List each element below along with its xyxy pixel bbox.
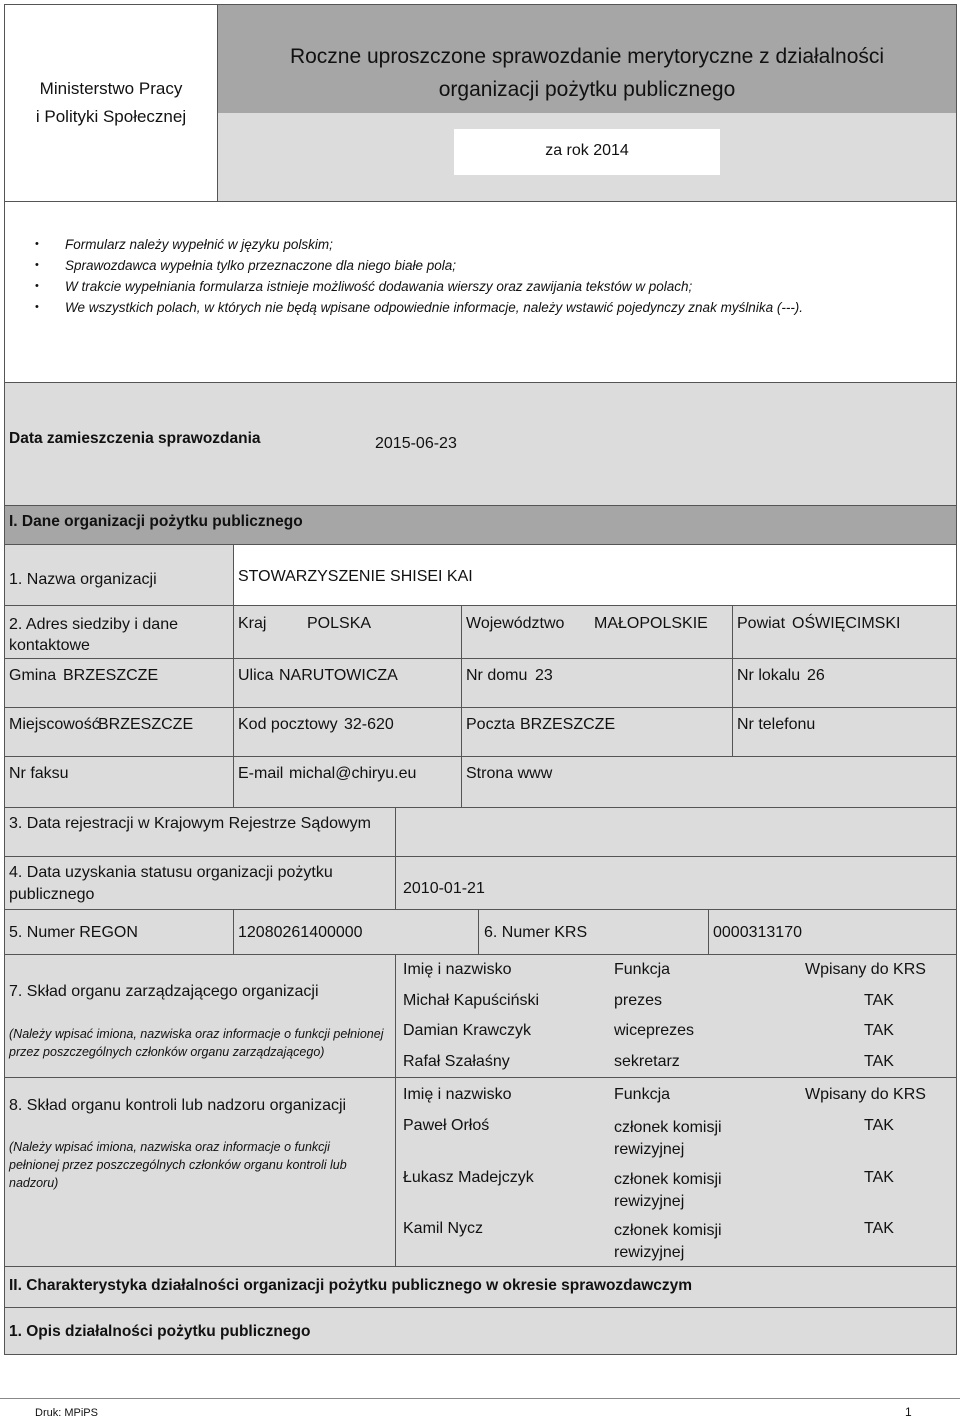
board-member-name[interactable]: Michał Kapuściński xyxy=(403,992,540,1009)
kod-pocztowy-label: Kod pocztowy xyxy=(238,716,338,733)
www-label: Strona www xyxy=(466,765,553,782)
publication-date-label: Data zamieszczenia sprawozdania xyxy=(9,430,261,447)
board-member-name[interactable]: Rafał Szałaśny xyxy=(403,1053,510,1070)
instruction-item: • W trakcie wypełniania formularza istnieje możliwość dodawania wierszy oraz zawijania tekstów w polach; xyxy=(35,276,935,297)
nr-lokalu-value: 26 xyxy=(807,667,825,684)
regon-label-cell xyxy=(4,909,234,955)
ministry-box xyxy=(4,4,218,202)
publication-date-value[interactable]: 2015-06-23 xyxy=(375,435,457,452)
miejscowosc-cell[interactable] xyxy=(4,707,234,757)
krs-registration-field[interactable] xyxy=(395,807,957,857)
title-band xyxy=(218,5,956,113)
audit-label-cell xyxy=(4,1077,396,1267)
kod-pocztowy-cell[interactable] xyxy=(233,707,462,757)
poczta-value: BRZESZCZE xyxy=(520,716,616,733)
wojewodztwo-label: Województwo xyxy=(466,615,565,632)
regon-value: 12080261400000 xyxy=(238,924,363,941)
powiat-cell[interactable] xyxy=(732,605,957,659)
kraj-cell[interactable] xyxy=(233,605,462,659)
gmina-value: BRZESZCZE xyxy=(63,667,159,684)
ulica-cell[interactable] xyxy=(233,658,462,708)
section2-title: II. Charakterystyka działalności organizacji pożytku publicznego w okresie sprawozdawczym xyxy=(9,1277,693,1294)
krs-registration-label-cell xyxy=(4,807,396,857)
status-date-label: 4. Data uzyskania statusu organizacji pożytku publicznego xyxy=(9,864,333,903)
section2-header xyxy=(4,1266,957,1308)
audit-member-krs[interactable]: TAK xyxy=(864,1169,894,1186)
nr-domu-value: 23 xyxy=(535,667,553,684)
email-label: E-mail xyxy=(238,765,284,782)
audit-label: 8. Skład organu kontroli lub nadzoru organizacji xyxy=(9,1097,347,1114)
audit-note: (Należy wpisać imiona, nazwiska oraz informacje o funkcji pełnionej przez poszczególnych członków organu kontroli lub nadzoru) xyxy=(9,1140,347,1190)
nr-domu-label: Nr domu xyxy=(466,667,528,684)
gmina-label: Gmina xyxy=(9,667,57,684)
activity-description-row xyxy=(4,1307,957,1355)
board-member-name[interactable]: Damian Krawczyk xyxy=(403,1022,532,1039)
board-member-krs[interactable]: TAK xyxy=(864,992,894,1009)
status-date-field[interactable] xyxy=(395,856,957,910)
krs-value: 0000313170 xyxy=(713,924,802,941)
audit-member-krs[interactable]: TAK xyxy=(864,1220,894,1237)
instructions-box xyxy=(4,201,957,383)
board-note: (Należy wpisać imiona, nazwiska oraz informacje o funkcji pełnionej przez poszczególnych członków organu zarządzającego) xyxy=(9,1027,384,1059)
www-cell[interactable] xyxy=(461,756,957,808)
email-value: michal@chiryu.eu xyxy=(289,765,417,782)
ministry-name-line1: Ministerstwo Pracy xyxy=(39,79,183,98)
kraj-label: Kraj xyxy=(238,615,267,632)
print-label: Druk: MPiPS xyxy=(35,1407,98,1419)
ministry-name-line2: i Polityki Społecznej xyxy=(35,107,187,126)
audit-header-name: Imię i nazwisko xyxy=(403,1086,512,1103)
krs-label-cell xyxy=(478,909,709,955)
year-label: za rok 2014 xyxy=(545,142,629,159)
instruction-item: • We wszystkich polach, w których nie będą wpisane odpowiednie informacje, należy wstawić pojedynczy znak myślnika (---). xyxy=(35,297,935,318)
telefon-label: Nr telefonu xyxy=(737,716,816,733)
regon-field[interactable] xyxy=(233,909,479,955)
telefon-cell[interactable] xyxy=(732,707,957,757)
poczta-label: Poczta xyxy=(466,716,515,733)
org-name-label: 1. Nazwa organizacji xyxy=(9,571,157,588)
regon-label: 5. Numer REGON xyxy=(9,924,138,941)
board-header-function: Funkcja xyxy=(614,961,671,978)
footer-divider xyxy=(0,1398,960,1399)
board-member-krs[interactable]: TAK xyxy=(864,1053,894,1070)
activity-description-label: 1. Opis działalności pożytku publicznego xyxy=(9,1323,311,1340)
audit-member-function[interactable]: członek komisji rewizyjnej xyxy=(614,1119,722,1158)
wojewodztwo-value: MAŁOPOLSKIE xyxy=(594,615,708,632)
krs-label: 6. Numer KRS xyxy=(484,924,588,941)
section1-header xyxy=(4,505,957,545)
audit-member-name[interactable]: Paweł Orłoś xyxy=(403,1117,490,1134)
address-label-cell xyxy=(4,605,234,659)
org-name-value: STOWARZYSZENIE SHISEI KAI xyxy=(238,568,473,585)
powiat-value: OŚWIĘCIMSKI xyxy=(792,615,901,632)
section1-title: I. Dane organizacji pożytku publicznego xyxy=(9,513,303,530)
ulica-value: NARUTOWICZA xyxy=(279,667,398,684)
board-table xyxy=(395,954,957,1078)
powiat-label: Powiat xyxy=(737,615,786,632)
audit-member-name[interactable]: Łukasz Madejczyk xyxy=(403,1169,534,1186)
address-label: 2. Adres siedziby i dane kontaktowe xyxy=(9,616,178,654)
board-member-krs[interactable]: TAK xyxy=(864,1022,894,1039)
org-name-field[interactable] xyxy=(233,544,957,606)
kod-pocztowy-value: 32-620 xyxy=(344,716,394,733)
audit-header-krs: Wpisany do KRS xyxy=(805,1086,926,1103)
nr-lokalu-cell[interactable] xyxy=(732,658,957,708)
faks-cell[interactable] xyxy=(4,756,234,808)
krs-registration-label: 3. Data rejestracji w Krajowym Rejestrze Sądowym xyxy=(9,815,371,832)
faks-label: Nr faksu xyxy=(9,765,69,782)
audit-table xyxy=(395,1077,957,1267)
instruction-item: • Sprawozdawca wypełnia tylko przeznaczone dla niego białe pola; xyxy=(35,255,935,276)
audit-header-function: Funkcja xyxy=(614,1086,671,1103)
status-date-value: 2010-01-21 xyxy=(403,880,485,897)
audit-member-name[interactable]: Kamil Nycz xyxy=(403,1220,484,1237)
nr-domu-cell[interactable] xyxy=(461,658,733,708)
board-member-function[interactable]: sekretarz xyxy=(614,1053,680,1070)
instruction-item: • Formularz należy wypełnić w języku polskim; xyxy=(35,234,935,255)
board-label: 7. Skład organu zarządzającego organizacji xyxy=(9,983,319,1000)
kraj-value: POLSKA xyxy=(307,615,372,632)
board-label-cell xyxy=(4,954,396,1078)
email-cell[interactable] xyxy=(233,756,462,808)
krs-field[interactable] xyxy=(708,909,957,955)
wojewodztwo-cell[interactable] xyxy=(461,605,733,659)
instructions-list xyxy=(35,234,935,318)
year-field[interactable] xyxy=(454,129,720,175)
poczta-cell[interactable] xyxy=(461,707,733,757)
board-member-function[interactable]: prezes xyxy=(614,992,663,1009)
miejscowosc-label: Miejscowość xyxy=(9,716,100,733)
board-header-name: Imię i nazwisko xyxy=(403,961,512,978)
audit-member-krs[interactable]: TAK xyxy=(864,1117,894,1134)
publication-box xyxy=(4,382,957,506)
report-title-line1: Roczne uproszczone sprawozdanie merytoryczne z działalności xyxy=(289,45,885,68)
nr-lokalu-label: Nr lokalu xyxy=(737,667,801,684)
status-date-label-cell xyxy=(4,856,396,910)
audit-member-function[interactable]: członek komisji rewizyjnej xyxy=(614,1171,722,1210)
org-name-label-cell xyxy=(4,544,234,606)
gmina-cell[interactable] xyxy=(4,658,234,708)
miejscowosc-value: BRZESZCZE xyxy=(98,716,194,733)
ulica-label: Ulica xyxy=(238,667,274,684)
page-number: 1 xyxy=(905,1405,912,1419)
audit-member-function[interactable]: członek komisji rewizyjnej xyxy=(614,1222,722,1261)
report-title-line2: organizacji pożytku publicznego xyxy=(438,78,736,101)
title-box xyxy=(217,4,957,202)
board-header-krs: Wpisany do KRS xyxy=(805,961,926,978)
board-member-function[interactable]: wiceprezes xyxy=(614,1022,695,1039)
